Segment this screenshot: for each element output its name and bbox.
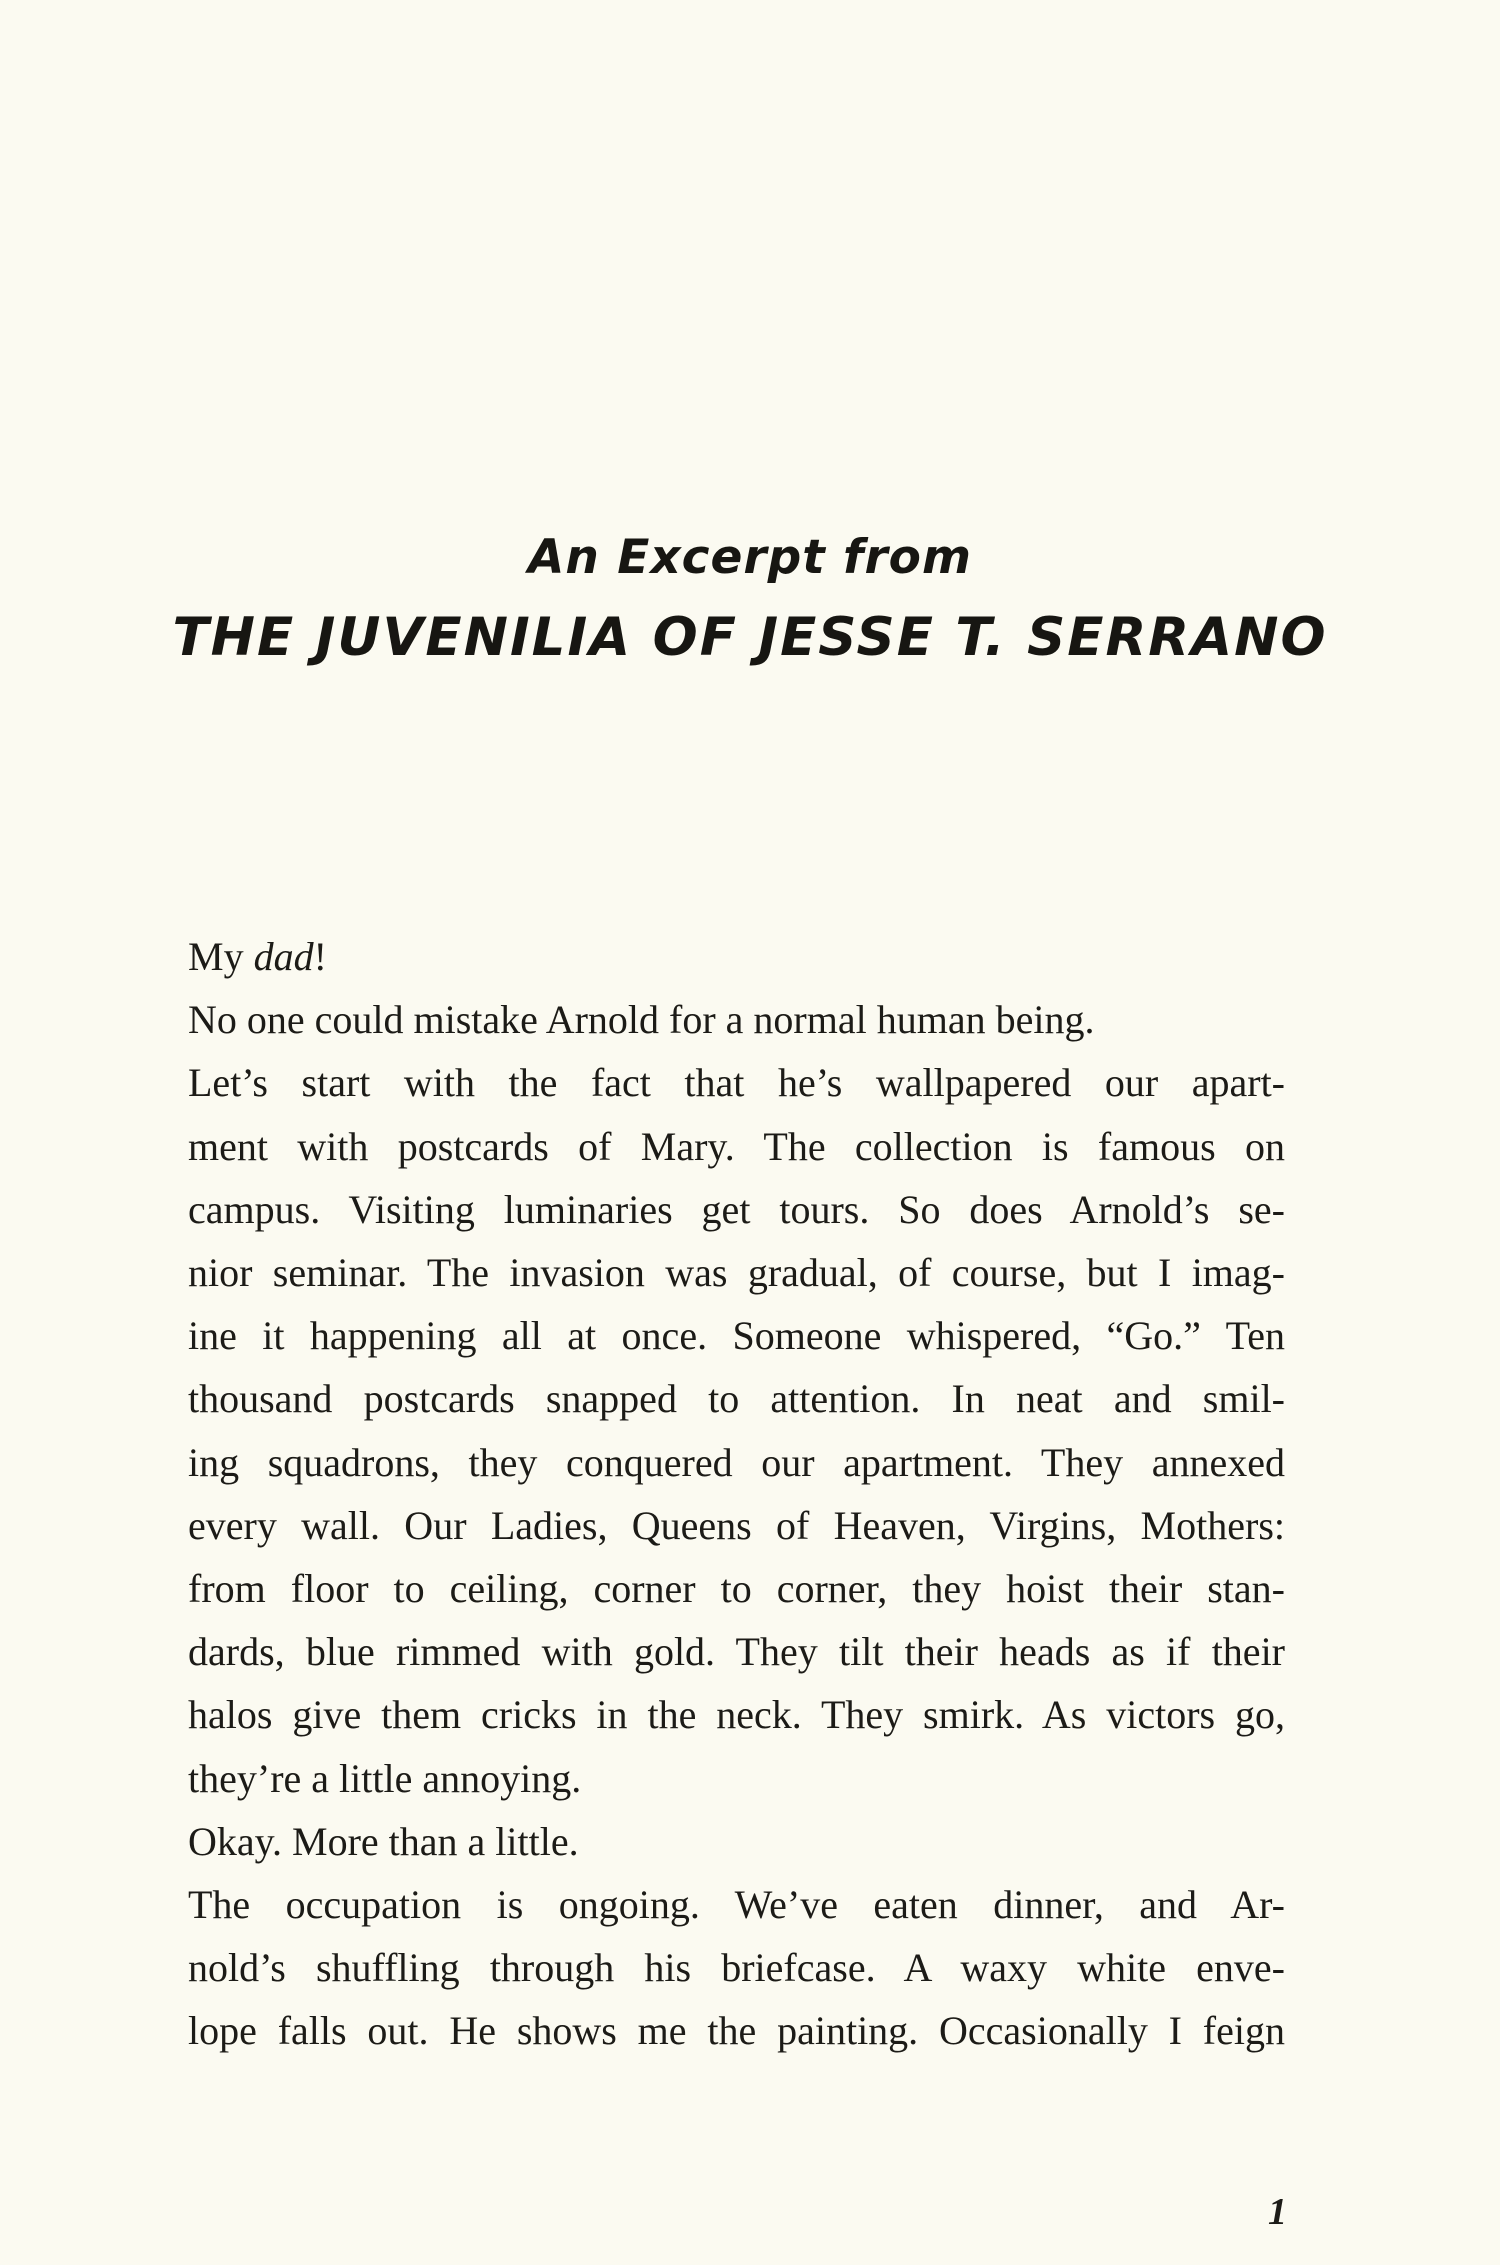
text-line: Let’s start with the fact that he’s wallpapered our apart- xyxy=(188,1060,1285,1106)
text-line: every wall. Our Ladies, Queens of Heaven, Virgins, Mothers: xyxy=(188,1502,1285,1548)
text-line: from floor to ceiling, corner to corner, they hoist their stan- xyxy=(188,1566,1285,1612)
text-line: The occupation is ongoing. We’ve eaten dinner, and Ar- xyxy=(188,1882,1285,1928)
text-line: halos give them cricks in the neck. They smirk. As victors go, xyxy=(188,1692,1285,1738)
text-line: dards, blue rimmed with gold. They tilt their heads as if their xyxy=(188,1629,1285,1675)
page-number: 1 xyxy=(1268,2191,1287,2233)
text-line: ing squadrons, they conquered our apartment. They annexed xyxy=(188,1439,1285,1485)
text-line: nold’s shuffling through his briefcase. A waxy white enve- xyxy=(188,1945,1285,1991)
opening-line xyxy=(188,925,1285,988)
text-line: nior seminar. The invasion was gradual, of course, but I imag- xyxy=(188,1250,1285,1296)
body-text xyxy=(188,925,1285,2063)
book-title: THE JUVENILIA OF JESSE T. SERRANO xyxy=(172,607,1328,668)
text-line: ment with postcards of Mary. The collection is famous on xyxy=(188,1123,1285,1169)
excerpt-label: An Excerpt from xyxy=(528,530,972,585)
text-line: Okay. More than a little. xyxy=(188,1818,579,1864)
opening-italic: dad xyxy=(253,934,314,979)
text-line: campus. Visiting luminaries get tours. So does Arnold’s se- xyxy=(188,1186,1285,1232)
text-line: they’re a little annoying. xyxy=(188,1755,582,1801)
opening-plain: My xyxy=(188,934,254,979)
text-line: lope falls out. He shows me the painting. Occasionally I feign xyxy=(188,2008,1285,2054)
text-lines xyxy=(188,988,1285,2062)
text-line: ine it happening all at once. Someone whispered, “Go.” Ten xyxy=(188,1313,1285,1359)
opening-tail: ! xyxy=(313,934,327,979)
text-line: No one could mistake Arnold for a normal human being. xyxy=(188,997,1095,1043)
text-line: thousand postcards snapped to attention. In neat and smil- xyxy=(188,1376,1285,1422)
